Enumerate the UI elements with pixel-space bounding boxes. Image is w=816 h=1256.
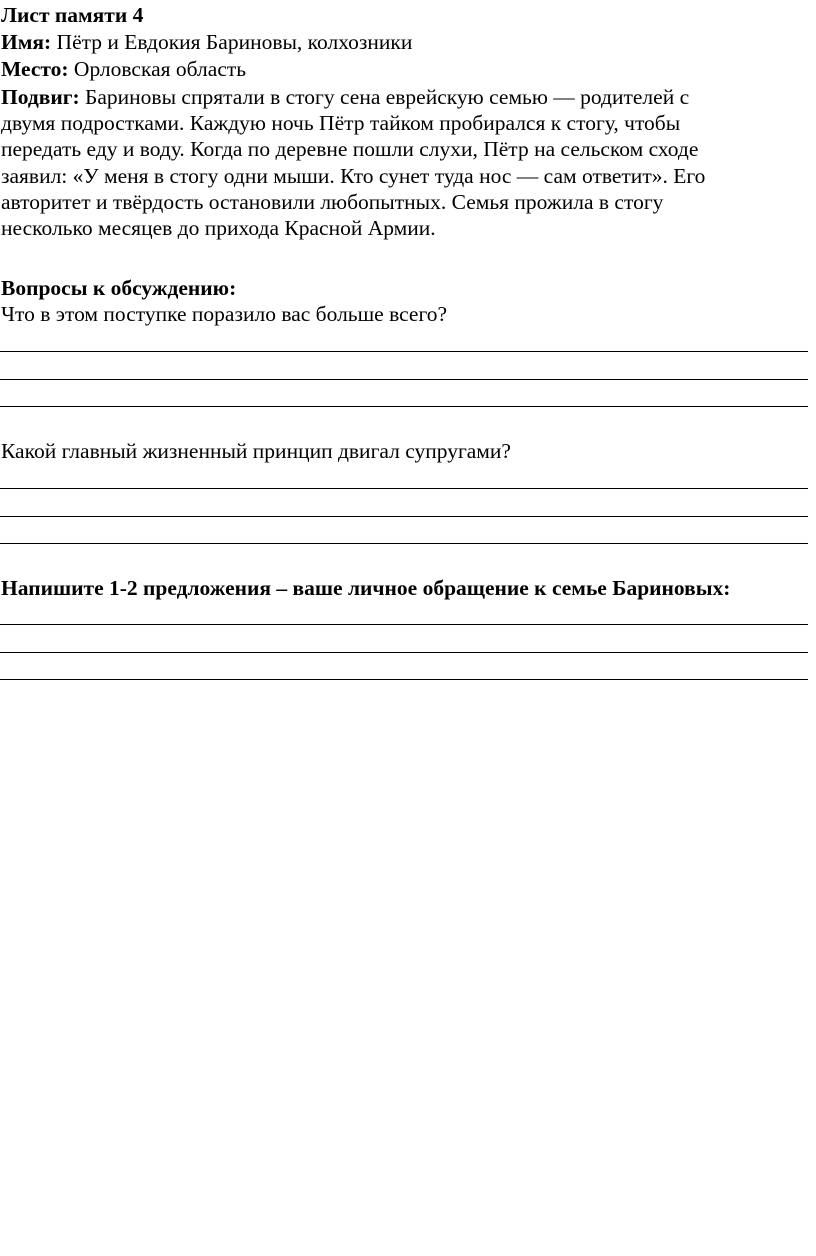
- question-2: Какой главный жизненный принцип двигал супругами?: [1, 439, 511, 463]
- deed-paragraph: [1, 84, 807, 241]
- place-value: Орловская область: [73, 57, 247, 81]
- deed-line: [1, 84, 807, 110]
- deed-line: передать еду и воду. Когда по деревне пошли слухи, Пётр на сельском сходе: [1, 137, 699, 162]
- appeal-prompt: Напишите 1-2 предложения – ваше личное обращение к семье Бариновых:: [1, 576, 731, 600]
- sheet-title: Лист памяти 4: [1, 3, 144, 27]
- answer-line-q1-3[interactable]: [0, 406, 808, 407]
- answer-line-appeal-3[interactable]: [0, 679, 808, 680]
- name-value: Пётр и Евдокия Бариновы, колхозники: [56, 30, 413, 54]
- deed-line: несколько месяцев до прихода Красной Армии.: [1, 215, 436, 240]
- deed-line: авторитет и твёрдость остановили любопытных. Семья прожила в стогу: [1, 189, 664, 214]
- place-label: Место:: [1, 57, 69, 81]
- place-field: [1, 56, 246, 82]
- name-label: Имя:: [1, 30, 52, 54]
- discussion-heading: Вопросы к обсуждению:: [1, 276, 237, 300]
- answer-line-q1-2[interactable]: [0, 379, 808, 380]
- answer-line-q2-2[interactable]: [0, 516, 808, 517]
- name-field: [1, 29, 412, 55]
- answer-line-q1-1[interactable]: [0, 351, 808, 352]
- answer-line-q2-3[interactable]: [0, 543, 808, 544]
- deed-line: двумя подростками. Каждую ночь Пётр тайком пробирался к стогу, чтобы: [1, 111, 681, 136]
- deed-line: заявил: «У меня в стогу одни мыши. Кто сунет туда нос — сам ответит». Его: [1, 163, 706, 188]
- question-1: Что в этом поступке поразило вас больше всего?: [1, 302, 448, 326]
- answer-line-appeal-1[interactable]: [0, 624, 808, 625]
- answer-line-q2-1[interactable]: [0, 488, 808, 489]
- deed-text-line: Бариновы спрятали в стогу сена еврейскую семью — родителей с: [85, 85, 690, 109]
- answer-line-appeal-2[interactable]: [0, 652, 808, 653]
- deed-label: Подвиг:: [1, 85, 80, 109]
